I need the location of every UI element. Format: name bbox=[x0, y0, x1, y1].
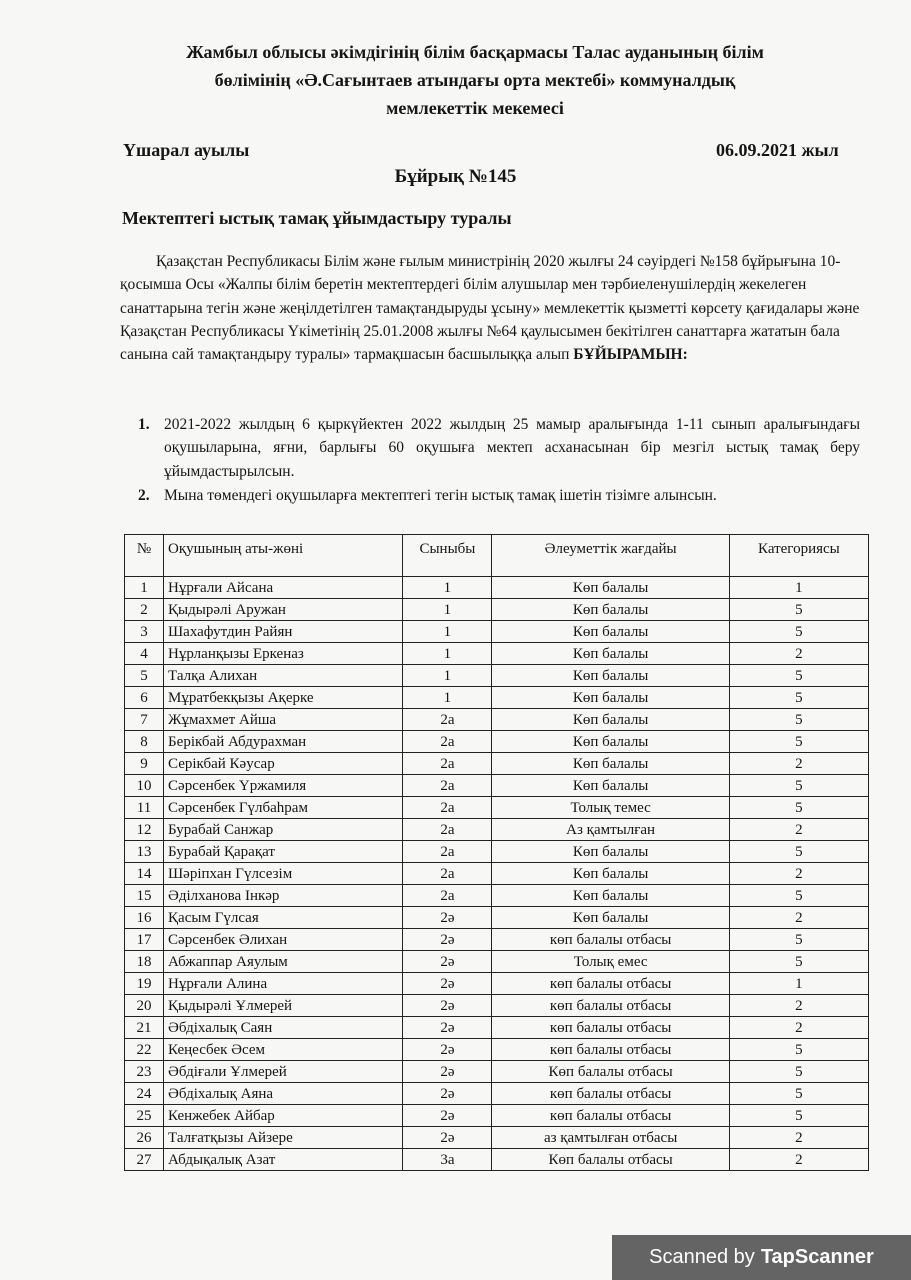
table-body bbox=[125, 577, 869, 1171]
scanner-watermark bbox=[612, 1235, 911, 1280]
cell-number: 4 bbox=[125, 643, 164, 665]
table-row bbox=[125, 1061, 869, 1083]
cell-number: 21 bbox=[125, 1017, 164, 1039]
cell-category: 5 bbox=[729, 775, 868, 797]
cell-number: 8 bbox=[125, 731, 164, 753]
cell-social: көп балалы отбасы bbox=[492, 995, 729, 1017]
cell-social: көп балалы отбасы bbox=[492, 973, 729, 995]
cell-name: Қасым Гүлсая bbox=[164, 907, 403, 929]
cell-name: Мұратбекқызы Ақерке bbox=[164, 687, 403, 709]
cell-number: 19 bbox=[125, 973, 164, 995]
preamble-emphasis: БҰЙЫРАМЫН: bbox=[573, 346, 688, 364]
table-header-row bbox=[125, 535, 869, 577]
table-row bbox=[125, 907, 869, 929]
cell-social: Көп балалы bbox=[492, 709, 729, 731]
cell-number: 23 bbox=[125, 1061, 164, 1083]
table-row bbox=[125, 1083, 869, 1105]
table-row bbox=[125, 1105, 869, 1127]
cell-social: көп балалы отбасы bbox=[492, 1039, 729, 1061]
cell-class: 2а bbox=[403, 731, 492, 753]
cell-social: Көп балалы bbox=[492, 687, 729, 709]
cell-category: 5 bbox=[729, 731, 868, 753]
cell-class: 1 bbox=[403, 643, 492, 665]
cell-category: 2 bbox=[729, 1149, 868, 1171]
cell-class: 2а bbox=[403, 885, 492, 907]
cell-number: 16 bbox=[125, 907, 164, 929]
cell-category: 5 bbox=[729, 599, 868, 621]
decree-list bbox=[120, 413, 860, 508]
preamble-text: Қазақстан Республикасы Білім және ғылым министрінің 2020 жылғы 24 сәуірдегі №158 бұйрығына 10-қосымша Осы «Жалпы білім беретін мектептердегі білім алушылар мен тәрбиеленушілердің жекелеген санаттарына тегін және жеңілдетілген тамақтандыруды ұсыну» мемлекеттік қызметті көрсету қағидалары және Қазақстан Республикасы Үкіметінің 25.01.2008 жылғы №64 қаулысымен бекітілген санаттарға жататын бала санына сай тамақтандыру туралы» тармақшасын басшылыққа алып bbox=[120, 253, 860, 364]
cell-name: Әділханова Інкәр bbox=[164, 885, 403, 907]
cell-name: Әбдіхалық Аяна bbox=[164, 1083, 403, 1105]
cell-category: 2 bbox=[729, 753, 868, 775]
document-header bbox=[100, 38, 850, 122]
decree-item bbox=[120, 413, 860, 483]
col-header-name: Оқушының аты-жөні bbox=[164, 535, 403, 577]
cell-social: аз қамтылған отбасы bbox=[492, 1127, 729, 1149]
header-line-2: бөлімінің «Ә.Сағынтаев атындағы орта мектебі» коммуналдық bbox=[214, 70, 736, 90]
cell-social: Көп балалы bbox=[492, 841, 729, 863]
cell-class: 2ә bbox=[403, 995, 492, 1017]
table-row bbox=[125, 709, 869, 731]
cell-social: Көп балалы bbox=[492, 665, 729, 687]
cell-number: 14 bbox=[125, 863, 164, 885]
header-line-3: мемлекеттік мекемесі bbox=[386, 98, 564, 118]
cell-class: 2а bbox=[403, 797, 492, 819]
cell-name: Қыдырәлі Аружан bbox=[164, 599, 403, 621]
cell-class: 1 bbox=[403, 665, 492, 687]
cell-category: 2 bbox=[729, 819, 868, 841]
student-table bbox=[124, 534, 869, 1171]
cell-name: Сәрсенбек Гүлбаһрам bbox=[164, 797, 403, 819]
cell-category: 1 bbox=[729, 973, 868, 995]
cell-category: 5 bbox=[729, 621, 868, 643]
cell-social: Көп балалы отбасы bbox=[492, 1061, 729, 1083]
table-row bbox=[125, 885, 869, 907]
cell-category: 5 bbox=[729, 709, 868, 731]
cell-category: 5 bbox=[729, 1039, 868, 1061]
cell-number: 25 bbox=[125, 1105, 164, 1127]
cell-number: 13 bbox=[125, 841, 164, 863]
table-row bbox=[125, 621, 869, 643]
table-row bbox=[125, 1017, 869, 1039]
cell-name: Талқа Алихан bbox=[164, 665, 403, 687]
cell-social: Көп балалы bbox=[492, 863, 729, 885]
order-topic: Мектептегі ыстық тамақ ұйымдастыру туралы bbox=[122, 208, 512, 228]
cell-social: Толық темес bbox=[492, 797, 729, 819]
cell-social: көп балалы отбасы bbox=[492, 1083, 729, 1105]
cell-category: 2 bbox=[729, 907, 868, 929]
table-row bbox=[125, 819, 869, 841]
cell-class: 2ә bbox=[403, 1039, 492, 1061]
decree-item-number: 1. bbox=[138, 416, 150, 433]
cell-social: Көп балалы bbox=[492, 577, 729, 599]
cell-number: 12 bbox=[125, 819, 164, 841]
cell-number: 2 bbox=[125, 599, 164, 621]
cell-class: 2ә bbox=[403, 1083, 492, 1105]
cell-number: 22 bbox=[125, 1039, 164, 1061]
cell-class: 2а bbox=[403, 775, 492, 797]
order-title: Бұйрық №145 bbox=[394, 166, 517, 187]
cell-category: 5 bbox=[729, 797, 868, 819]
table-row bbox=[125, 687, 869, 709]
cell-class: 1 bbox=[403, 599, 492, 621]
table-row bbox=[125, 1039, 869, 1061]
decree-item-text: Мына төмендегі оқушыларға мектептегі тегін ыстық тамақ ішетін тізімге алынсын. bbox=[164, 486, 717, 504]
cell-class: 2ә bbox=[403, 951, 492, 973]
cell-social: көп балалы отбасы bbox=[492, 929, 729, 951]
cell-name: Шахафутдин Райян bbox=[164, 621, 403, 643]
cell-name: Әбдіхалық Саян bbox=[164, 1017, 403, 1039]
cell-social: көп балалы отбасы bbox=[492, 1017, 729, 1039]
cell-number: 11 bbox=[125, 797, 164, 819]
col-header-social: Әлеуметтік жағдайы bbox=[492, 535, 729, 577]
cell-category: 5 bbox=[729, 665, 868, 687]
col-header-class: Сыныбы bbox=[403, 535, 492, 577]
document-date: 06.09.2021 жыл bbox=[716, 140, 839, 160]
cell-number: 6 bbox=[125, 687, 164, 709]
table-row bbox=[125, 577, 869, 599]
cell-social: Толық емес bbox=[492, 951, 729, 973]
cell-number: 1 bbox=[125, 577, 164, 599]
table-row bbox=[125, 841, 869, 863]
cell-category: 2 bbox=[729, 1127, 868, 1149]
cell-class: 3а bbox=[403, 1149, 492, 1171]
cell-number: 10 bbox=[125, 775, 164, 797]
cell-class: 2ә bbox=[403, 907, 492, 929]
watermark-prefix: Scanned by bbox=[649, 1246, 755, 1268]
cell-name: Кенжебек Айбар bbox=[164, 1105, 403, 1127]
cell-class: 2ә bbox=[403, 929, 492, 951]
cell-name: Нұрғали Алина bbox=[164, 973, 403, 995]
cell-name: Талғатқызы Айзере bbox=[164, 1127, 403, 1149]
cell-category: 1 bbox=[729, 577, 868, 599]
cell-class: 2а bbox=[403, 753, 492, 775]
cell-number: 7 bbox=[125, 709, 164, 731]
cell-category: 5 bbox=[729, 687, 868, 709]
table-row bbox=[125, 1127, 869, 1149]
cell-category: 2 bbox=[729, 1017, 868, 1039]
cell-category: 5 bbox=[729, 951, 868, 973]
table-row bbox=[125, 797, 869, 819]
table-row bbox=[125, 951, 869, 973]
cell-class: 2ә bbox=[403, 1127, 492, 1149]
cell-social: көп балалы отбасы bbox=[492, 1105, 729, 1127]
place-name: Үшарал ауылы bbox=[123, 140, 250, 160]
cell-social: Көп балалы bbox=[492, 599, 729, 621]
cell-category: 5 bbox=[729, 841, 868, 863]
cell-class: 2а bbox=[403, 841, 492, 863]
cell-name: Кеңесбек Әсем bbox=[164, 1039, 403, 1061]
cell-name: Сәрсенбек Әлихан bbox=[164, 929, 403, 951]
cell-class: 2ә bbox=[403, 1105, 492, 1127]
cell-category: 2 bbox=[729, 643, 868, 665]
cell-name: Жұмахмет Айша bbox=[164, 709, 403, 731]
cell-category: 5 bbox=[729, 929, 868, 951]
table-row bbox=[125, 775, 869, 797]
table-row bbox=[125, 929, 869, 951]
cell-social: Көп балалы bbox=[492, 775, 729, 797]
cell-number: 15 bbox=[125, 885, 164, 907]
decree-item-number: 2. bbox=[138, 486, 150, 504]
cell-category: 2 bbox=[729, 995, 868, 1017]
cell-name: Серікбай Кәусар bbox=[164, 753, 403, 775]
cell-social: Көп балалы bbox=[492, 907, 729, 929]
cell-social: Көп балалы bbox=[492, 885, 729, 907]
cell-name: Сәрсенбек Үржамиля bbox=[164, 775, 403, 797]
cell-number: 26 bbox=[125, 1127, 164, 1149]
table-row bbox=[125, 643, 869, 665]
cell-name: Нұрланқызы Еркеназ bbox=[164, 643, 403, 665]
cell-category: 2 bbox=[729, 863, 868, 885]
table-row bbox=[125, 731, 869, 753]
decree-item bbox=[120, 484, 860, 507]
col-header-number: № bbox=[125, 535, 164, 577]
cell-class: 1 bbox=[403, 687, 492, 709]
cell-class: 2ә bbox=[403, 1017, 492, 1039]
cell-social: Аз қамтылған bbox=[492, 819, 729, 841]
cell-social: Көп балалы отбасы bbox=[492, 1149, 729, 1171]
cell-class: 2а bbox=[403, 863, 492, 885]
cell-class: 2а bbox=[403, 819, 492, 841]
table-row bbox=[125, 995, 869, 1017]
cell-name: Бурабай Қарақат bbox=[164, 841, 403, 863]
cell-class: 2ә bbox=[403, 1061, 492, 1083]
cell-category: 5 bbox=[729, 1083, 868, 1105]
cell-number: 5 bbox=[125, 665, 164, 687]
table-row bbox=[125, 973, 869, 995]
cell-class: 1 bbox=[403, 577, 492, 599]
cell-number: 24 bbox=[125, 1083, 164, 1105]
header-line-1: Жамбыл облысы әкімдігінің білім басқармасы Талас ауданының білім bbox=[186, 42, 764, 62]
cell-number: 27 bbox=[125, 1149, 164, 1171]
cell-name: Шәріпхан Гүлсезім bbox=[164, 863, 403, 885]
cell-name: Берікбай Абдурахман bbox=[164, 731, 403, 753]
cell-name: Абжаппар Аяулым bbox=[164, 951, 403, 973]
cell-class: 2ә bbox=[403, 973, 492, 995]
preamble-paragraph bbox=[120, 250, 860, 366]
cell-social: Көп балалы bbox=[492, 731, 729, 753]
cell-category: 5 bbox=[729, 1105, 868, 1127]
cell-category: 5 bbox=[729, 1061, 868, 1083]
cell-name: Бурабай Санжар bbox=[164, 819, 403, 841]
cell-name: Қыдырәлі Ұлмерей bbox=[164, 995, 403, 1017]
decree-item-text: 2021-2022 жылдың 6 қыркүйектен 2022 жылдың 25 мамыр аралығында 1-11 сынып аралығындағы оқушыларына, яғни, барлығы 60 оқушыға мектеп асханасынан бір мезгіл ыстық тамақ беру ұйымдастырылсын. bbox=[164, 416, 860, 480]
cell-category: 5 bbox=[729, 885, 868, 907]
cell-name: Абдықалық Азат bbox=[164, 1149, 403, 1171]
cell-number: 18 bbox=[125, 951, 164, 973]
cell-number: 20 bbox=[125, 995, 164, 1017]
cell-social: Көп балалы bbox=[492, 643, 729, 665]
cell-name: Нұрғали Айсана bbox=[164, 577, 403, 599]
cell-class: 1 bbox=[403, 621, 492, 643]
table-row bbox=[125, 1149, 869, 1171]
cell-number: 9 bbox=[125, 753, 164, 775]
table-row bbox=[125, 863, 869, 885]
table-row bbox=[125, 665, 869, 687]
watermark-brand: TapScanner bbox=[760, 1246, 874, 1268]
cell-name: Әбдіғали Ұлмерей bbox=[164, 1061, 403, 1083]
table-row bbox=[125, 753, 869, 775]
table-row bbox=[125, 599, 869, 621]
cell-number: 3 bbox=[125, 621, 164, 643]
cell-social: Көп балалы bbox=[492, 753, 729, 775]
cell-number: 17 bbox=[125, 929, 164, 951]
cell-social: Көп балалы bbox=[492, 621, 729, 643]
col-header-category: Категориясы bbox=[729, 535, 868, 577]
cell-class: 2а bbox=[403, 709, 492, 731]
